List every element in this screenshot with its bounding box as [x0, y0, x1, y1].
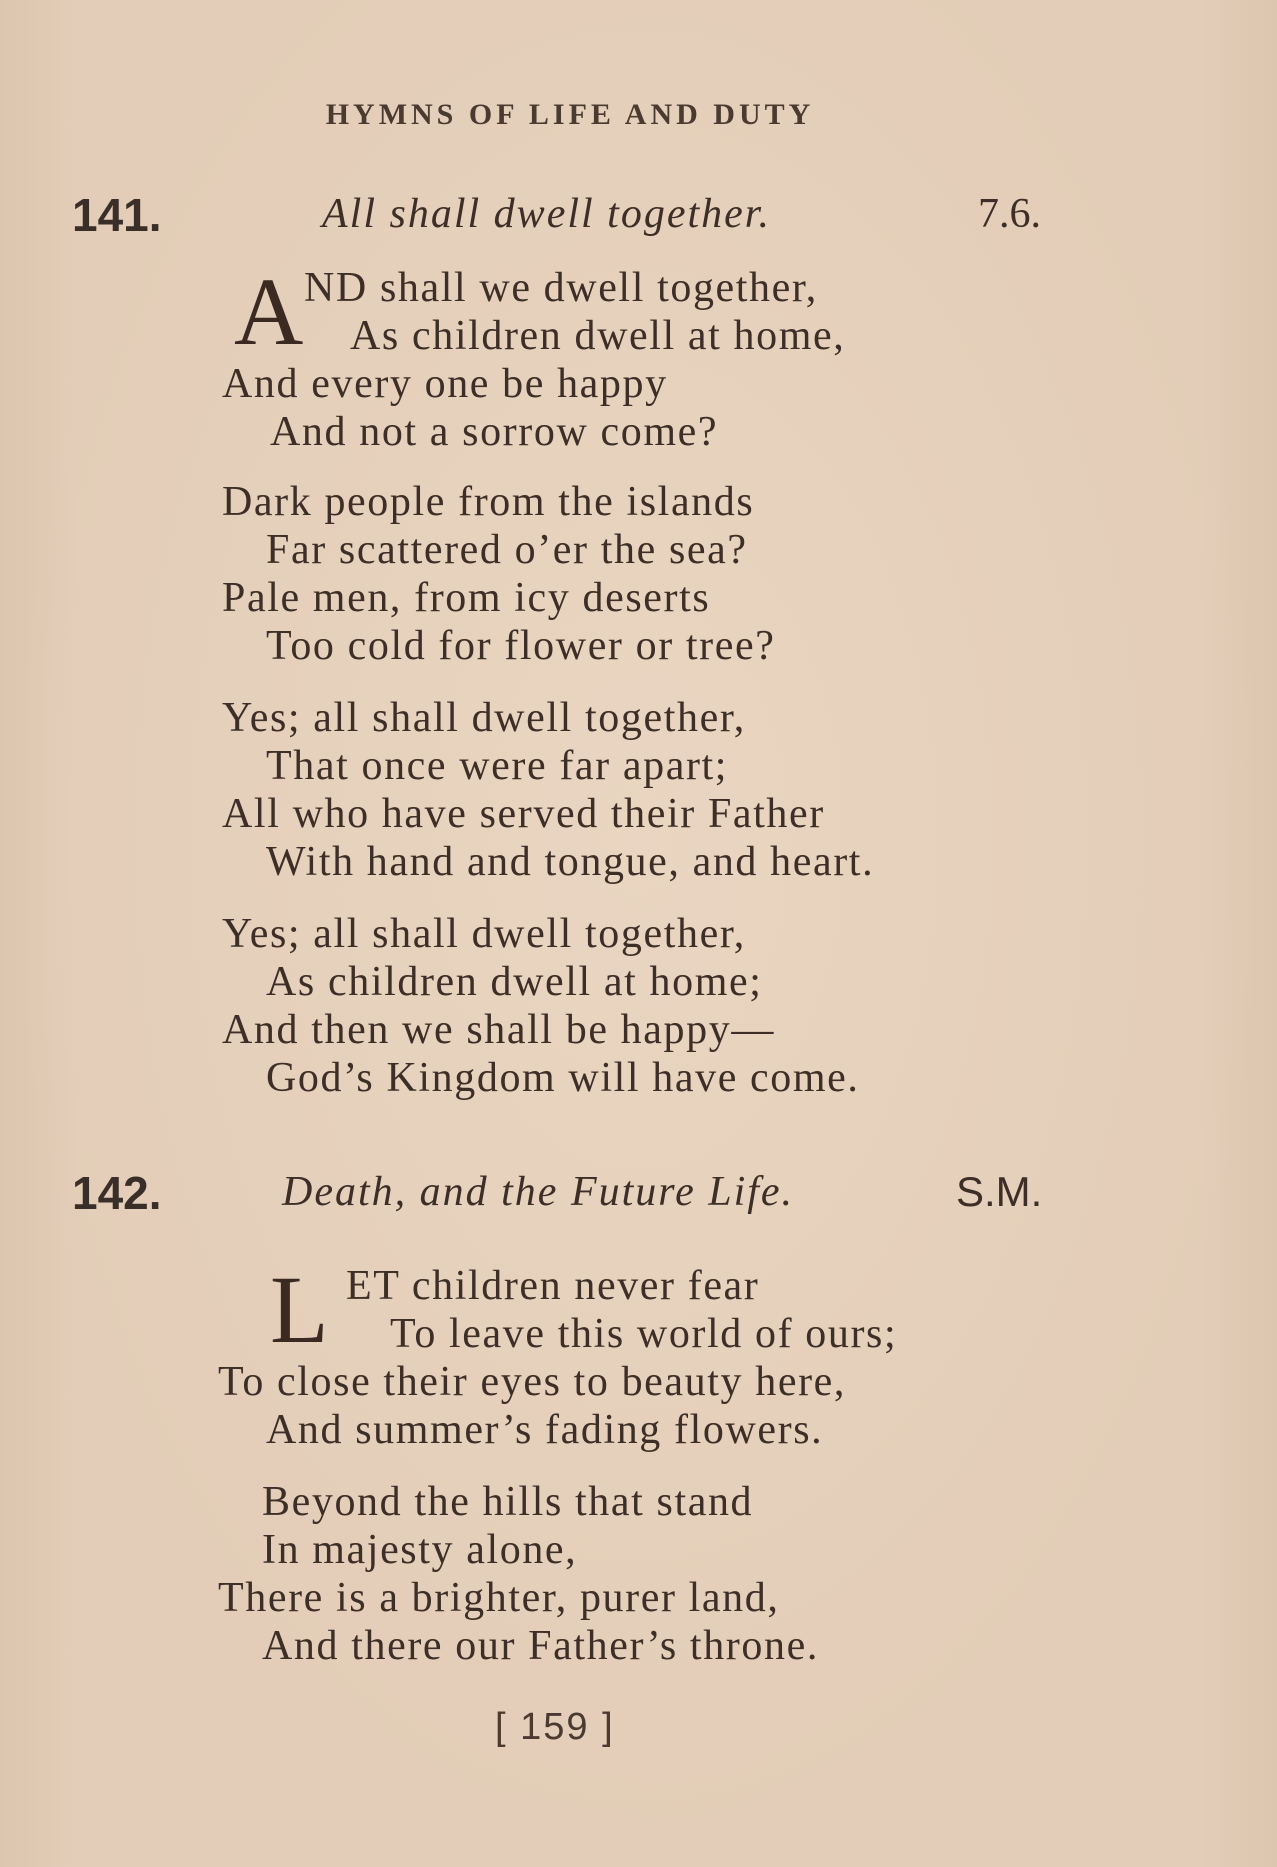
- stanza-line: ND shall we dwell together,: [304, 265, 818, 311]
- stanza-line: All who have served their Father: [222, 791, 825, 837]
- hymn-number: 142.: [72, 1167, 162, 1219]
- stanza-line: In majesty alone,: [262, 1527, 578, 1573]
- stanza: [222, 478, 776, 670]
- hymn-meter: 7.6.: [978, 191, 1041, 237]
- stanza-line: To close their eyes to beauty here,: [218, 1359, 847, 1405]
- stanza-line: Beyond the hills that stand: [262, 1479, 754, 1525]
- hymn-meter: S.M.: [956, 1168, 1043, 1215]
- stanza-line: Too cold for flower or tree?: [266, 623, 776, 669]
- stanza-line: And summer’s fading flowers.: [266, 1407, 824, 1453]
- drop-cap: L: [270, 1256, 331, 1363]
- stanza-line: With hand and tongue, and heart.: [266, 839, 875, 885]
- stanza: [218, 1478, 819, 1670]
- stanza-line: Far scattered o’er the sea?: [266, 527, 748, 573]
- stanza-line: And then we shall be happy—: [222, 1007, 775, 1053]
- stanza-line: And not a sorrow come?: [270, 409, 719, 455]
- hymn-title: All shall dwell together.: [322, 191, 771, 237]
- stanza-line: There is a brighter, purer land,: [218, 1575, 780, 1621]
- stanza-line: To leave this world of ours;: [390, 1311, 898, 1357]
- stanza-line: God’s Kingdom will have come.: [266, 1055, 860, 1101]
- stanza-line: Pale men, from icy deserts: [222, 575, 711, 621]
- stanza: [222, 694, 874, 886]
- stanza-line: Yes; all shall dwell together,: [222, 911, 746, 957]
- running-head: HYMNS OF LIFE AND DUTY: [325, 98, 815, 131]
- first-stanza: [218, 1256, 1118, 1462]
- stanza-line: As children dwell at home,: [350, 313, 846, 359]
- drop-cap: A: [234, 258, 305, 365]
- stanza-line: That once were far apart;: [266, 743, 729, 789]
- stanza-line: Dark people from the islands: [222, 479, 755, 525]
- stanza: [222, 910, 860, 1102]
- first-stanza: [222, 258, 1122, 464]
- page-number: [ 159 ]: [495, 1706, 615, 1748]
- stanza-line: And every one be happy: [222, 361, 668, 407]
- stanza-line: ET children never fear: [346, 1263, 760, 1309]
- hymn-title: Death, and the Future Life.: [282, 1169, 795, 1215]
- stanza-line: And there our Father’s throne.: [262, 1623, 819, 1669]
- stanza-line: As children dwell at home;: [266, 959, 763, 1005]
- hymn-number: 141.: [72, 189, 162, 241]
- stanza-line: Yes; all shall dwell together,: [222, 695, 746, 741]
